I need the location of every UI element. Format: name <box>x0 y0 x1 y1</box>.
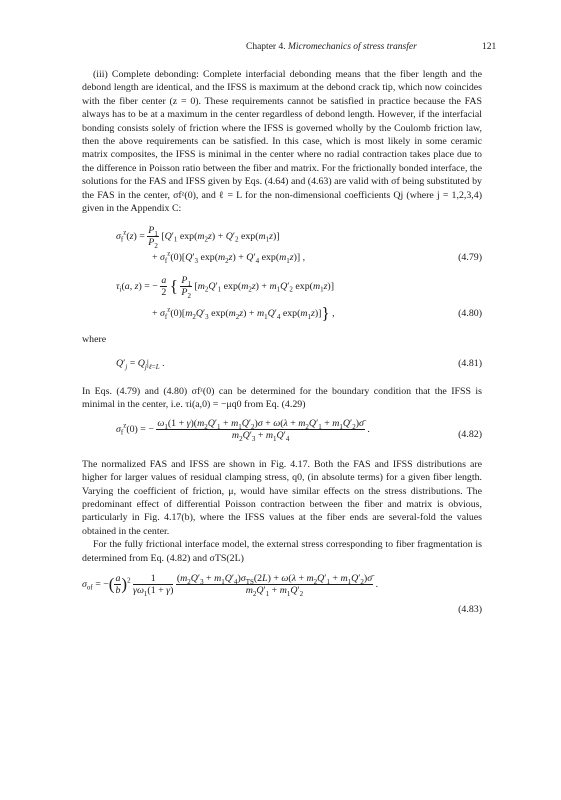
equation-number: (4.79) <box>458 252 482 264</box>
running-header <box>0 42 561 56</box>
chapter-title: Micromechanics of stress transfer <box>287 42 417 52</box>
equation-4-83: $\sigma_{of}$ = −( $\frac{a}{b}$ )$^2$ $\frac{1}{\gamma\omega_1(1 + \gamma)}$ $\frac{(m_2Q'_3 + m_1Q'_4)\sigma_{TS}(2L) + \omega(\lambda + m_2Q'_1 + m_1Q'_2)\sigmā}{m_2Q'_1 + m_1Q'_2}$ . (4.83) <box>82 572 482 615</box>
paragraph-frictional-model: For the fully frictional interface model, the external stress corresponding to fiber fragmentation is determined from Eq. (4.82) and σTS(2L) <box>82 539 482 564</box>
paragraph-normalized-fas: The normalized FAS and IFSS are shown in Fig. 4.17. Both the FAS and IFSS distributions are higher for larger values of residual clamping stress, q0, (in absolute terms) for a given fiber length. Varying the coefficient of friction, μ, would have similar effects on the stress distributions. The predominant effect of differential Poisson contraction between the fiber and matrix is obvious, particularly in Fig. 4.17(b), where the IFSS values at the fiber ends are several-fold the values obtained in the center. <box>82 458 482 537</box>
equation-number: (4.81) <box>458 357 482 369</box>
paragraph-boundary-condition: In Eqs. (4.79) and (4.80) σfᶻ(0) can be determined for the boundary condition that the IFSS is minimal in the center, i.e. τi(a,0) = −μq0 from Eq. (4.29) <box>82 385 482 411</box>
page-number: 121 <box>482 42 497 52</box>
equation-4-81: $Q'_j = Q_j|_{\ell=L}$ . (4.81) <box>116 357 482 371</box>
equation-number: (4.83) <box>458 603 482 615</box>
equation-4-82: $\sigma_f^z(0)$ = − $\frac{\omega_1(1 + \gamma)(m_2Q'_1 + m_1Q'_2)\sigma + \omega(\lambda + m_2Q'_1 + m_1Q'_2)\sigmā}{m_2Q'_3 + m_1Q'_4}$ . (4.82) <box>116 417 482 443</box>
body-text <box>82 68 482 619</box>
where-label: where <box>82 334 107 346</box>
equation-number: (4.80) <box>458 308 482 320</box>
chapter-heading <box>246 42 417 52</box>
paragraph-complete-debonding: (iii) Complete debonding: Complete interfacial debonding means that the fiber length and the debond length are identical, and the IFSS is maximum at the debond crack tip, which now coincides with the fiber center (z = 0). These requirements cannot be satisfied in practice because the FAS always has to be at a maximum in the center regardless of debond length. However, if the interfacial bonding consists solely of friction where the IFSS is governed wholly by the Coulomb friction law, then the above requirements can be satisfied. In this case, which is most likely in some ceramic matrix composites, the IFSS is minimal in the center where no radial contraction takes place due to the difference in Poisson ratio between the fiber and matrix. For the frictionally bonded interface, the solutions for the FAS and IFSS given by Eqs. (4.64) and (4.63) are valid with σf being substituted by the FAS in the center, σfᶻ(0), and ℓ = L for the non-dimensional coefficients Qj (where j = 1,2,3,4) given in the Appendix C: <box>82 69 482 215</box>
chapter-number: Chapter 4. <box>246 42 286 52</box>
equation-4-80: $\tau_i(a$, z) = − $\frac{a}{2}$ { $\frac{P_1}{P_2}$ [$m_2Q'_1$ $\exp(m_2z) + m_1Q'_2$ $\exp(m_1z)$] + $\sigma_f^z(0)[m_2Q'_3$ $\exp(m_2z) + m_1Q'_4$ $\exp(m_1z)$]} , (4.80) <box>116 275 482 324</box>
equation-4-79: $\sigma_f^z(z)$ = $\frac{P_1}{P_2}$ [$Q'_1$ $\exp(m_2z) + Q'_2$ $\exp(m_1z)$] + $\sigma_f^z(0)[Q'_3$ $\exp(m_2z) + Q'_4$ $\exp(m_1z)$] , (4.79) <box>116 225 482 266</box>
equation-number: (4.82) <box>458 428 482 440</box>
